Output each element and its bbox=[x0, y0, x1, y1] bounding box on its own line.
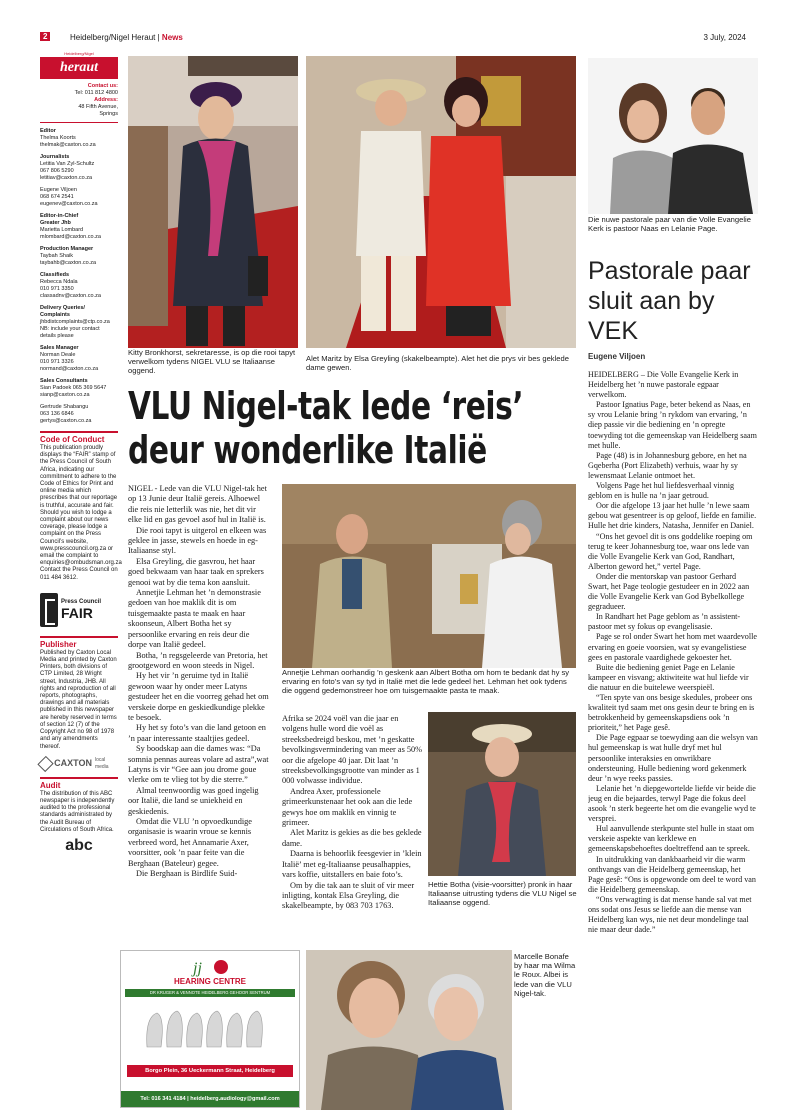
staff-entry bbox=[40, 246, 118, 267]
side-article-headline: Pastorale paar sluit aan by VEK bbox=[588, 257, 751, 345]
staff-contact[interactable]: 010 971 3350 classadnv@caxton.co.za bbox=[40, 286, 101, 299]
audit-text: The distribution of this ABC newspaper is independently audited to the professional standards administrated by the Audit Bureau of Circulations of South Africa. bbox=[40, 790, 115, 833]
article-paragraph: Onder die mentorskap van pastoor Gerhard Swart, het Page teologie gestudeer en in 2022 aan die Volle Evangelie Kerk van God Bybelkollege gegradueer. bbox=[588, 571, 750, 612]
side-article-body bbox=[588, 370, 758, 1110]
article-paragraph: Afrika se 2024 voël van die jaar en volgens hulle word die voël as streeksbedreigd beskou, met ’n geskatte bevolkingsvermindering van meer as 50% oor die afgelope 40 jaar. Dit laat ’n streeksbevolkingsgrootte van minder as 1 000 volwasse individue. bbox=[282, 714, 423, 786]
staff-role: Editor bbox=[40, 128, 56, 134]
staff-role: Journalists bbox=[40, 154, 70, 160]
article-paragraph: Page se rol onder Swart het hom met waardevolle ervaring en goeie voorsien, wat sy evangelistiese gees en pastorale vaardighede gekoester het. bbox=[588, 632, 757, 662]
hearing-aids-image bbox=[141, 1007, 281, 1051]
article-paragraph: Oor die afgelope 13 jaar het hulle ’n lewe saam gebou wat gesentreer is op geloof, liefde en familie. Hulle het drie kinders, Natasha, Jennifer en Daniel. bbox=[588, 501, 757, 531]
staff-name: Letitia Van Zyl-Schultz bbox=[40, 161, 95, 167]
article-paragraph: Elsa Greyling, die gasvrou, het haar goed bekwaam van haar taak en sprekers genooi wat by die tema kon aansluit. bbox=[128, 556, 264, 587]
staff-role: Classifieds bbox=[40, 272, 70, 278]
article-paragraph: In uitdrukking van dankbaarheid vir die warm onthvangs van die Heidelberg gemeenskap, het Page gesê: “Ons is opgewonde om deel te word van die Heidelberg gemeenskap. bbox=[588, 854, 756, 894]
headline-line-1: VLU Nigel-tak lede ‘reis’ bbox=[128, 384, 524, 428]
article-paragraph: Buite die bediening geniet Page en Lelanie kampeer en visvang; aktiwiteite wat hul liefde vir die natuur en die buitelewe weerspieël. bbox=[588, 662, 749, 692]
staff-name: Marietta Lombard bbox=[40, 227, 84, 233]
staff-entry bbox=[40, 128, 118, 149]
article-paragraph: Annetjie Lehman het ’n demonstrasie gedoen van hoe maklik dit is om tuisgemaakte pasta te maak en haar skoonseun, Albert Botha het sy persoonlike ervaring en reis deur die dorpe van Italië gedeel. bbox=[128, 588, 261, 650]
heraut-logo: heraut bbox=[40, 57, 118, 79]
staff-name: Thelma Koorts bbox=[40, 135, 76, 141]
ad-contact[interactable]: Tel: 016 341 4184 | heidelberg.audiology@gmail.com bbox=[121, 1091, 299, 1107]
article-paragraph: Die Berghaan is Birdlife Suid- bbox=[136, 869, 238, 879]
staff-entry bbox=[40, 404, 118, 425]
staff-contact[interactable]: 067 806 5290 letitiav@caxton.co.za bbox=[40, 168, 93, 181]
article-column-2 bbox=[282, 714, 424, 944]
staff-name: Norman Deale bbox=[40, 352, 76, 358]
divider bbox=[40, 122, 118, 123]
staff-role: Editor-in-Chief Greater Jhb bbox=[40, 213, 79, 226]
staff-entry bbox=[40, 213, 118, 241]
staff-contact[interactable]: sianp@caxton.co.za bbox=[40, 392, 90, 398]
staff-name: jhbdistcomplaints@ctp.co.za bbox=[40, 319, 110, 325]
photo-kitty-bronkhorst bbox=[128, 56, 298, 348]
article-paragraph: Die rooi tapyt is uitgerol en elkeen was geklee in jasse, stewels en hoede in eg-Italiaanse styl. bbox=[128, 525, 267, 556]
caption-alet: Alet Maritz by Elsa Greyling (skakelbeampte). Alet het die prys vir bes geklede dame gewen. bbox=[306, 354, 569, 373]
article-paragraph: Sy boodskap aan die dames was: “Da somnia pennas aureas volare ad astra”,wat Latyns is vir “Gee aan jou drome goue vlerke om te vlieg tot by die sterre.” bbox=[128, 744, 269, 785]
staff-name: Sian Padoek 065 369 5647 bbox=[40, 385, 107, 391]
publication-name: Heidelberg/Nigel Heraut bbox=[70, 33, 156, 42]
staff-role: Production Manager bbox=[40, 246, 94, 252]
article-paragraph: Botha, ’n regsgeleerde van Pretoria, het grootgeword en woon steeds in Nigel. bbox=[128, 650, 268, 670]
photo-alet-maritz bbox=[306, 56, 576, 348]
masthead-sidebar bbox=[40, 50, 122, 1110]
staff-contact[interactable]: thelmak@caxton.co.za bbox=[40, 142, 96, 148]
staff-list bbox=[40, 128, 118, 425]
logo-subtitle: Heidelberg/Nigel bbox=[64, 51, 94, 56]
caxton-logo: CAXTON local media bbox=[40, 757, 118, 771]
article-paragraph: In Randhart het Page geblom as ’n assistent-pastoor met sy fokus op evangelisasie. bbox=[588, 612, 741, 632]
press-council-icon bbox=[40, 593, 58, 627]
hearing-centre-logo bbox=[191, 957, 233, 977]
article-paragraph: Pastoor Ignatius Page, beter bekend as Naas, en sy vrou Lelanie bring ’n rykdom van ervaring, ’n diep passie vir die bediening en ’n opregte toewyding tot die gemeenskap van Heidelberg saam met hulle. bbox=[588, 400, 757, 450]
audit-heading: Audit bbox=[40, 777, 118, 791]
staff-name: Rebecca Ndala bbox=[40, 279, 78, 285]
article-column-1 bbox=[128, 484, 270, 944]
staff-contact[interactable]: 063 136 6846 gertys@caxton.co.za bbox=[40, 411, 92, 424]
article-paragraph: Hy het vir ’n geruime tyd in Italië gewoon waar hy onder meer Latyns gestudeer het en die voorreg gehad het om verskeie dorpe en geskiedkundige plekke te besoek. bbox=[128, 671, 269, 722]
article-paragraph: Volgens Page het hul liefdesverhaal vinnig geblom en is hulle na ’n jaar getroud. bbox=[588, 481, 735, 501]
staff-role: Sales Consultants bbox=[40, 378, 88, 384]
caption-hettie: Hettie Botha (visie-voorsitter) pronk in haar Italiaanse uitrusting tydens die VLU Nigel se Italiaanse oggend. bbox=[428, 880, 577, 908]
article-paragraph: “Ons het gevoel dit is ons goddelike roeping om terug te keer Johannesburg toe, waar ons lede van die Volle Evangelie Kerk van God, Randhart, Alberton geword het,” vertel Page. bbox=[588, 531, 753, 571]
article-paragraph: Die Page egpaar se toewyding aan die welsyn van hul gemeenskap is wat hulle dryf met hul persoonlike interaksies en onwrikbare ondersteuning. Hulle bediening word gekenmerk deur ’n wye reeks passies. bbox=[588, 733, 758, 783]
caption-annetjie: Annetjie Lehman oorhandig ’n geskenk aan Albert Botha om hom te bedank dat hy sy ervaring en foto’s van sy tyd in Italië met die lede gedeel het. Lehman het ook tydens die oggend gedemonstreer hoe om tuisgemaakte pasta te maak. bbox=[282, 668, 570, 696]
staff-entry bbox=[40, 272, 118, 300]
article-paragraph: NIGEL - Lede van die VLU Nigel-tak het op 13 Junie deur Italië gereis. Alhoewel die reis nie letterlik was nie, het dit vir elke lid en gas gevoel asof hul in Italië is. bbox=[128, 484, 267, 525]
staff-name: Eugene Viljoen bbox=[40, 187, 77, 193]
staff-contact[interactable]: 068 674 2541 eugenev@caxton.co.za bbox=[40, 194, 98, 207]
press-council-fair-logo: Press Council FAIR bbox=[40, 590, 118, 630]
caption-pastoral: Die nuwe pastorale paar van die Volle Evangelie Kerk is pastoor Naas en Lelanie Page. bbox=[588, 215, 751, 234]
article-paragraph: “Ons verwagting is dat mense hande sal vat met ons sodat ons Jesus se liefde aan die mense van Heidelberg kan wys, nie net deur mondelinge taal nie maar deur dade.” bbox=[588, 894, 752, 935]
caption-marcelle: Marcelle Bonafe by haar ma Wilma le Roux. Albei is lede van die VLU Nigel-tak. bbox=[514, 952, 576, 998]
staff-role: Delivery Queries/ Complaints bbox=[40, 305, 85, 318]
staff-name: Taybah Shaik bbox=[40, 253, 74, 259]
staff-entry bbox=[40, 154, 118, 182]
article-paragraph: Andrea Axer, professionele grimeerkunstenaar het ook aan die lede gewys hoe om maklik en vinnig te grimeer. bbox=[282, 786, 413, 828]
staff-contact[interactable]: taybahb@caxton.co.za bbox=[40, 260, 97, 266]
article-paragraph: Hy het sy foto’s van die land getoon en ’n paar interessante staaltjies gedeel. bbox=[128, 723, 266, 743]
staff-entry bbox=[40, 345, 118, 373]
article-paragraph: Hul aanvullende sterkpunte stel hulle in staat om verskeie aspekte van kerklewe en gemeenskapsbehoeftes doeltreffend aan te spreek. bbox=[588, 824, 755, 854]
article-paragraph: “Ten spyte van ons besige skedules, probeer ons kwaliteit tyd saam met ons gesin deur te bring en is betrokkenheid by gemeenskapsdiens ook ’n prioriteit,” het Page gesê. bbox=[588, 693, 755, 733]
article-paragraph: Omdat die VLU ’n opvoedkundige organisasie is waarin vroue se kennis verbreed word, het Annamarie Axer, voorsitter, ook ’n paar feite van die Berghaan (Bateleur) gegee. bbox=[128, 817, 252, 868]
ad-band: DR KRUGER & VENNOTE HEIDELBERG GEHOOR SENTRUM bbox=[125, 989, 295, 997]
headline-line-2: deur wonderlike Italië bbox=[128, 428, 487, 472]
header-title: Heidelberg/Nigel Heraut | News bbox=[70, 33, 183, 42]
contact-block: Contact us: Tel: 011 812 4800 Address: 48 Fifth Avenue, Springs bbox=[74, 83, 118, 117]
main-headline bbox=[128, 384, 524, 472]
staff-entry bbox=[40, 378, 118, 399]
ad-address: Borgo Plein, 36 Ueckermann Straat, Heidelberg bbox=[127, 1065, 293, 1077]
issue-date: 3 July, 2024 bbox=[703, 33, 746, 42]
code-of-conduct-text: This publication proudly displays the “FAIR” stamp of the Press Council of South Africa, indicating our commitment to adhere to the Code of Ethics for Print and online media which prescribes that our reportage is truthful, accurate and fair. Should you wish to lodge a complaint about our news coverage, please lodge a complaint on the Press Council’s website, www.presscouncil.org.za or email the complaint to enquiries@ombudsman.org.za Contact the Press Council on 011 484 3612. bbox=[40, 445, 122, 581]
photo-hettie-botha bbox=[428, 712, 576, 876]
staff-entry bbox=[40, 305, 118, 340]
staff-contact[interactable]: NB: include your contact details please bbox=[40, 326, 100, 339]
photo-marcelle-wilma bbox=[306, 950, 512, 1110]
article-paragraph: Page (48) is in Johannesburg gebore, en het na Gqeberha (Port Elizabeth) verhuis, waar hy sy lewensmaat Lelanie ontmoet het. bbox=[588, 450, 747, 480]
caption-kitty: Kitty Bronkhorst, sekretaresse, is op die rooi tapyt verwelkom tydens NIGEL VLU se Italiaanse oggend. bbox=[128, 348, 296, 376]
page-number: 2 bbox=[40, 32, 50, 41]
page-header bbox=[40, 30, 756, 46]
article-paragraph: HEIDELBERG – Die Volle Evangelie Kerk in Heidelberg het ’n nuwe pastorale egpaar verwelkom. bbox=[588, 370, 739, 400]
hearing-centre-advert[interactable] bbox=[120, 950, 300, 1108]
svg-text:jj: jj bbox=[193, 960, 202, 977]
staff-name: Gertrude Shabangu bbox=[40, 404, 89, 410]
article-paragraph: Daarna is behoorlik feesgevier in ’klein Italië’ met eg-Italiaanse peusalhappies, vars koffie, uitstallers en baie foto’s. bbox=[282, 849, 422, 880]
article-paragraph: Lelanie het ’n diepgewortelde liefde vir beide die jeug en die bejaardes, terwyl Page die fokus deel asook ’n sterk begeerte het om die evangelie wyd te versprei. bbox=[588, 783, 756, 824]
article-paragraph: Almal teenwoordig was goed ingelig oor Italië, die land se uniekheid en geskiedenis. bbox=[128, 785, 259, 816]
staff-role: Sales Manager bbox=[40, 345, 79, 351]
side-article-byline: Eugene Viljoen bbox=[588, 352, 646, 361]
article-paragraph: Alet Maritz is gekies as die bes geklede dame. bbox=[282, 828, 422, 848]
photo-annetjie-albert bbox=[282, 484, 576, 668]
code-of-conduct-heading: Code of Conduct bbox=[40, 431, 118, 445]
staff-contact[interactable]: mlombard@caxton.co.za bbox=[40, 234, 101, 240]
staff-contact[interactable]: 010 971 3326 normand@caxton.co.za bbox=[40, 359, 99, 372]
publisher-heading: Publisher bbox=[40, 636, 118, 650]
section-name: News bbox=[161, 33, 183, 42]
ad-title: HEARING CENTRE bbox=[173, 977, 246, 986]
caxton-icon bbox=[37, 756, 53, 772]
photo-pastoral-couple bbox=[588, 58, 758, 214]
abc-logo: abc bbox=[65, 836, 93, 854]
article-paragraph: Om by die tak aan te sluit of vir meer inligting, kontak Elsa Greyling, die skakelbeampte, by 083 703 1763. bbox=[282, 880, 415, 911]
staff-entry bbox=[40, 187, 118, 208]
publisher-text: Published by Caxton Local Media and printed by Caxton Printers, both divisions of CTP Limited, 28 Wright street, Industria, JHB. All rights and reproduction of all reports, photographs, drawings and all materials published in this newspaper are hereby reserved in terms of section 12 (7) of the Copyright Act no 98 of 1978 and any amendments thereof. bbox=[40, 649, 117, 750]
